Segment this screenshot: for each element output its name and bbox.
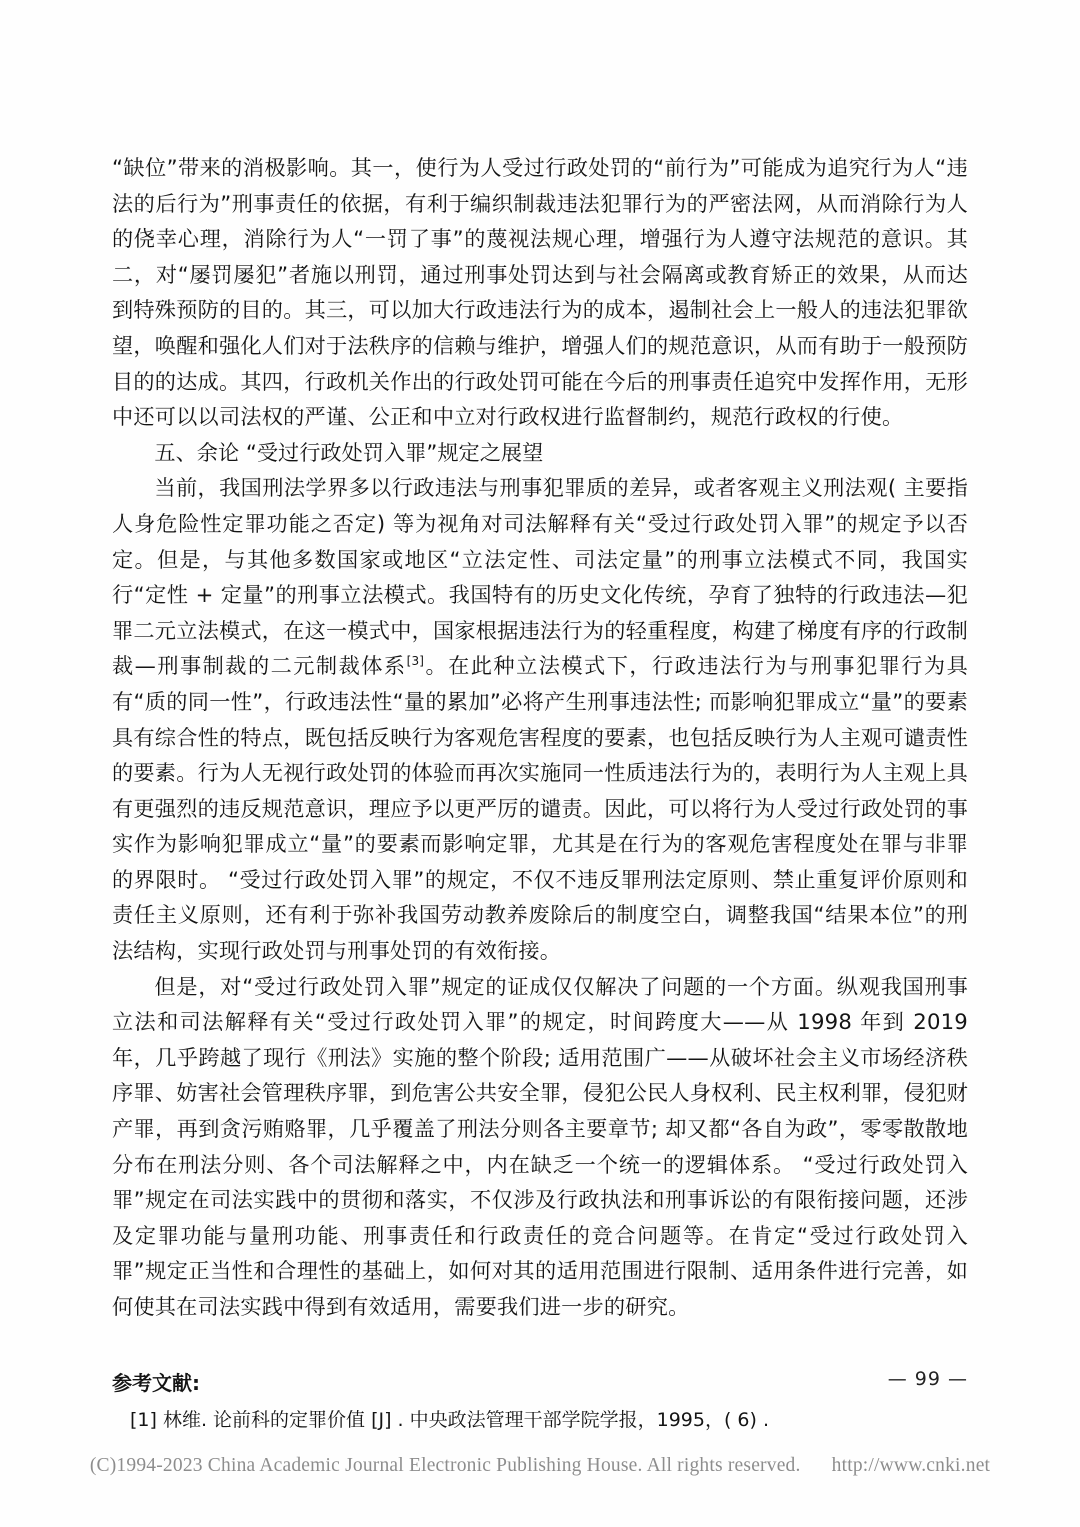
paragraph-3: 但是，对“受过行政处罚入罪”规定的证成仅仅解决了问题的一个方面。纵观我国刑事立法和司法解释有关“受过行政处罚入罪”的规定，时间跨度大——从 1998 年到 2019 年，几乎跨越了现行《刑法》实施的整个阶段; 适用范围广——从破坏社会主义市场经济秩序罪、妨害社会管理秩序罪，到危害公共安全罪，侵犯公民人身权利、民主权利罪，侵犯财产罪，再到贪污贿赂罪，几乎覆盖了刑法分则各主要章节; 却又都“各自为政”，零零散散地分布在刑法分则、各个司法解释之中，内在缺乏一个统一的逻辑体系。 “受过行政处罚入罪”规定在司法实践中的贯彻和落实，不仅涉及行政执法和刑事诉讼的有限衔接问题，还涉及定罪功能与量刑功能、刑事责任和行政责任的竞合问题等。在肯定“受过行政处罚入罪”规定正当性和合理性的基础上，如何对其的适用范围进行限制、适用条件进行完善，如何使其在司法实践中得到有效适用，需要我们进一步的研究。 bbox=[112, 973, 968, 1319]
paragraph-2 bbox=[112, 470, 968, 968]
cnki-url[interactable]: http://www.cnki.net bbox=[831, 1455, 991, 1476]
paragraph-2-part2: 。在此种立法模式下，行政违法行为与刑事犯罪行为具有“质的同一性”，行政违法性“量的累加”必将产生刑事违法性; 而影响犯罪成立“量”的要素具有综合性的特点，既包括反映行为客观危害程度的要素，也包括反映行为人主观可谴责性的要素。行为人无视行政处罚的体验而再次实施同一性质违法行为的，表明行为人主观上具有更强烈的违反规范意识，理应予以更严厉的谴责。因此，可以将行为人受过行政处罚的事实作为影响犯罪成立“量”的要素而影响定罪，尤其是在行为的客观危害程度处在罪与非罪的界限时。 “受过行政处罚入罪”的规定，不仅不违反罪刑法定原则、禁止重复评价原则和责任主义原则，还有利于弥补我国劳动教养废除后的制度空白，调整我国“结果本位”的刑法结构，实现行政处罚与刑事处罚的有效衔接。 bbox=[112, 653, 968, 964]
reference-marker: [3] bbox=[406, 654, 425, 669]
section-heading: 五、余论 “受过行政处罚入罪”规定之展望 bbox=[154, 439, 544, 465]
footer-copyright bbox=[0, 1455, 1080, 1477]
references-title: 参考文献: bbox=[112, 1370, 200, 1395]
paragraph-2-part1: 当前，我国刑法学界多以行政违法与刑事犯罪质的差异，或者客观主义刑法观( 主要指人身危险性定罪功能之否定) 等为视角对司法解释有关“受过行政处罚入罪”的规定予以否定。但是，与其他多数国家或地区“立法定性、司法定量”的刑事立法模式不同，我国实行“定性 + 定量”的刑事立法模式。我国特有的历史文化传统，孕育了独特的行政违法—犯罪二元立法模式，在这一模式中，国家根据违法行为的轻重程度，构建了梯度有序的行政制裁—刑事制裁的二元制裁体系 bbox=[112, 475, 968, 679]
copyright-text: (C)1994-2023 China Academic Journal Electronic Publishing House. All rights reserved. bbox=[89, 1455, 801, 1476]
page-number: — 99 — bbox=[887, 1368, 968, 1390]
page-content bbox=[112, 150, 968, 1436]
reference-item: [1] 林维. 论前科的定罪价值 [J] . 中央政法管理干部学院学报，1995，( 6) . bbox=[130, 1408, 770, 1431]
paragraph-1: “缺位”带来的消极影响。其一，使行为人受过行政处罚的“前行为”可能成为追究行为人“违法的后行为”刑事责任的依据，有利于编织制裁违法犯罪行为的严密法网，从而消除行为人的侥幸心理，消除行为人“一罚了事”的蔑视法规心理，增强行为人遵守法规范的意识。其二，对“屡罚屡犯”者施以刑罚，通过刑事处罚达到与社会隔离或教育矫正的效果，从而达到特殊预防的目的。其三，可以加大行政违法行为的成本，遏制社会上一般人的违法犯罪欲望，唤醒和强化人们对于法秩序的信赖与维护，增强人们的规范意识，从而有助于一般预防目的的达成。其四，行政机关作出的行政处罚可能在今后的刑事责任追究中发挥作用，无形中还可以以司法权的严谨、公正和中立对行政权进行监督制约，规范行政权的行使。 bbox=[112, 155, 968, 430]
